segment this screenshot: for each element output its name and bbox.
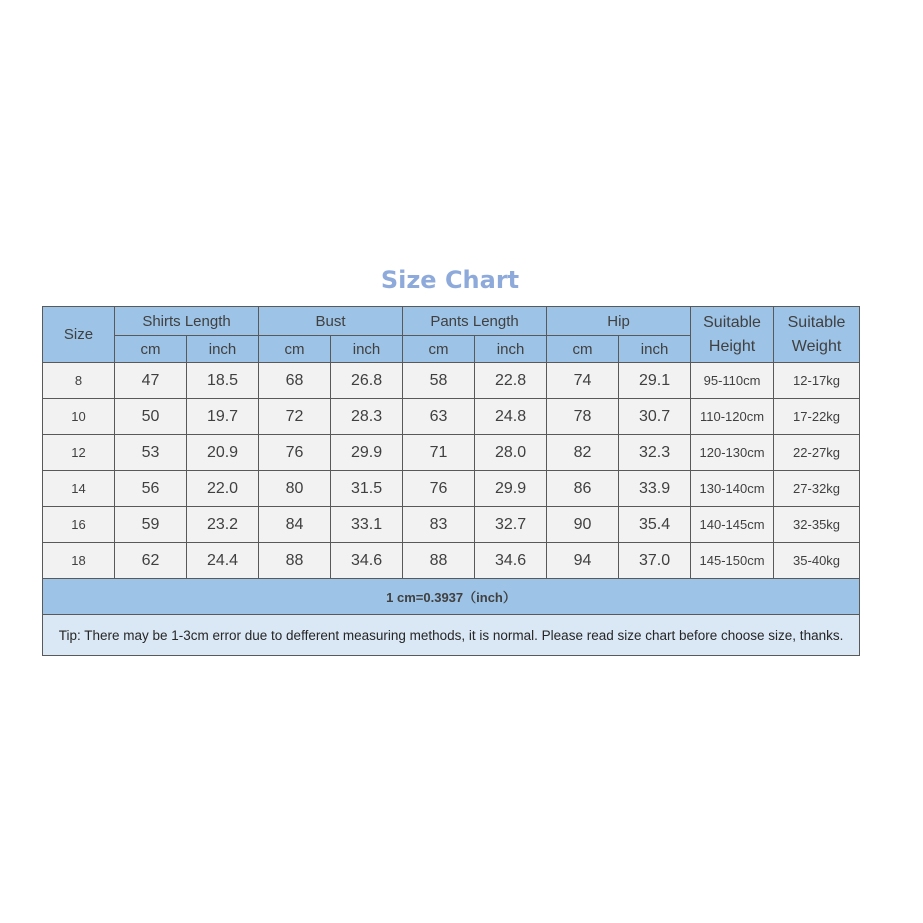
suitable-weight-header: Suitable Weight [774,307,860,363]
bust-cm-cell: 80 [259,471,331,507]
pants-length-header: Pants Length [403,307,547,336]
unit-cm-header: cm [403,336,475,363]
hip-cm-cell: 82 [547,435,619,471]
bust-cm-cell: 84 [259,507,331,543]
chart-title: Size Chart [380,266,520,294]
pants-inch-cell: 24.8 [475,399,547,435]
size-cell: 16 [43,507,115,543]
bust-inch-cell: 34.6 [331,543,403,579]
pants-inch-cell: 32.7 [475,507,547,543]
pants-inch-cell: 34.6 [475,543,547,579]
shirt-cm-cell: 50 [115,399,187,435]
table-row [43,507,860,543]
pants-cm-cell: 83 [403,507,475,543]
size-header: Size [43,307,115,363]
bust-cm-cell: 88 [259,543,331,579]
height-cell: 140-145cm [691,507,774,543]
shirt-inch-cell: 24.4 [187,543,259,579]
bust-inch-cell: 29.9 [331,435,403,471]
hip-cm-cell: 94 [547,543,619,579]
pants-cm-cell: 63 [403,399,475,435]
pants-cm-cell: 88 [403,543,475,579]
table-row [43,399,860,435]
pants-inch-cell: 29.9 [475,471,547,507]
pants-inch-cell: 28.0 [475,435,547,471]
table-row [43,363,860,399]
hip-inch-cell: 37.0 [619,543,691,579]
bust-inch-cell: 33.1 [331,507,403,543]
height-cell: 110-120cm [691,399,774,435]
conversion-row [43,579,860,615]
shirt-inch-cell: 22.0 [187,471,259,507]
shirt-inch-cell: 18.5 [187,363,259,399]
unit-inch-header: inch [331,336,403,363]
height-cell: 130-140cm [691,471,774,507]
bust-cm-cell: 76 [259,435,331,471]
unit-cm-header: cm [115,336,187,363]
hip-inch-cell: 30.7 [619,399,691,435]
weight-cell: 32-35kg [774,507,860,543]
weight-cell: 27-32kg [774,471,860,507]
conversion-note: 1 cm=0.3937（inch） [43,579,860,615]
size-cell: 18 [43,543,115,579]
bust-cm-cell: 72 [259,399,331,435]
hip-cm-cell: 90 [547,507,619,543]
header-row [43,307,860,336]
hip-inch-cell: 32.3 [619,435,691,471]
tip-note: Tip: There may be 1-3cm error due to defferent measuring methods, it is normal. Please read size chart before choose size, thanks. [43,615,860,656]
hip-cm-cell: 74 [547,363,619,399]
unit-cm-header: cm [259,336,331,363]
shirt-cm-cell: 47 [115,363,187,399]
hip-header: Hip [547,307,691,336]
pants-inch-cell: 22.8 [475,363,547,399]
table-row [43,471,860,507]
unit-inch-header: inch [475,336,547,363]
shirts-length-header: Shirts Length [115,307,259,336]
hip-cm-cell: 78 [547,399,619,435]
table-row [43,543,860,579]
unit-inch-header: inch [619,336,691,363]
height-cell: 145-150cm [691,543,774,579]
shirt-cm-cell: 56 [115,471,187,507]
table-row [43,435,860,471]
size-chart-table [42,306,860,656]
suitable-height-header: Suitable Height [691,307,774,363]
height-cell: 95-110cm [691,363,774,399]
size-cell: 12 [43,435,115,471]
pants-cm-cell: 58 [403,363,475,399]
shirt-inch-cell: 19.7 [187,399,259,435]
bust-inch-cell: 28.3 [331,399,403,435]
size-cell: 10 [43,399,115,435]
hip-inch-cell: 35.4 [619,507,691,543]
size-cell: 8 [43,363,115,399]
shirt-cm-cell: 62 [115,543,187,579]
shirt-cm-cell: 53 [115,435,187,471]
tip-row [43,615,860,656]
unit-cm-header: cm [547,336,619,363]
weight-cell: 12-17kg [774,363,860,399]
hip-inch-cell: 29.1 [619,363,691,399]
pants-cm-cell: 76 [403,471,475,507]
weight-cell: 17-22kg [774,399,860,435]
shirt-inch-cell: 20.9 [187,435,259,471]
hip-inch-cell: 33.9 [619,471,691,507]
hip-cm-cell: 86 [547,471,619,507]
bust-inch-cell: 26.8 [331,363,403,399]
weight-cell: 35-40kg [774,543,860,579]
unit-inch-header: inch [187,336,259,363]
height-cell: 120-130cm [691,435,774,471]
weight-cell: 22-27kg [774,435,860,471]
bust-header: Bust [259,307,403,336]
shirt-inch-cell: 23.2 [187,507,259,543]
bust-inch-cell: 31.5 [331,471,403,507]
shirt-cm-cell: 59 [115,507,187,543]
bust-cm-cell: 68 [259,363,331,399]
pants-cm-cell: 71 [403,435,475,471]
size-cell: 14 [43,471,115,507]
